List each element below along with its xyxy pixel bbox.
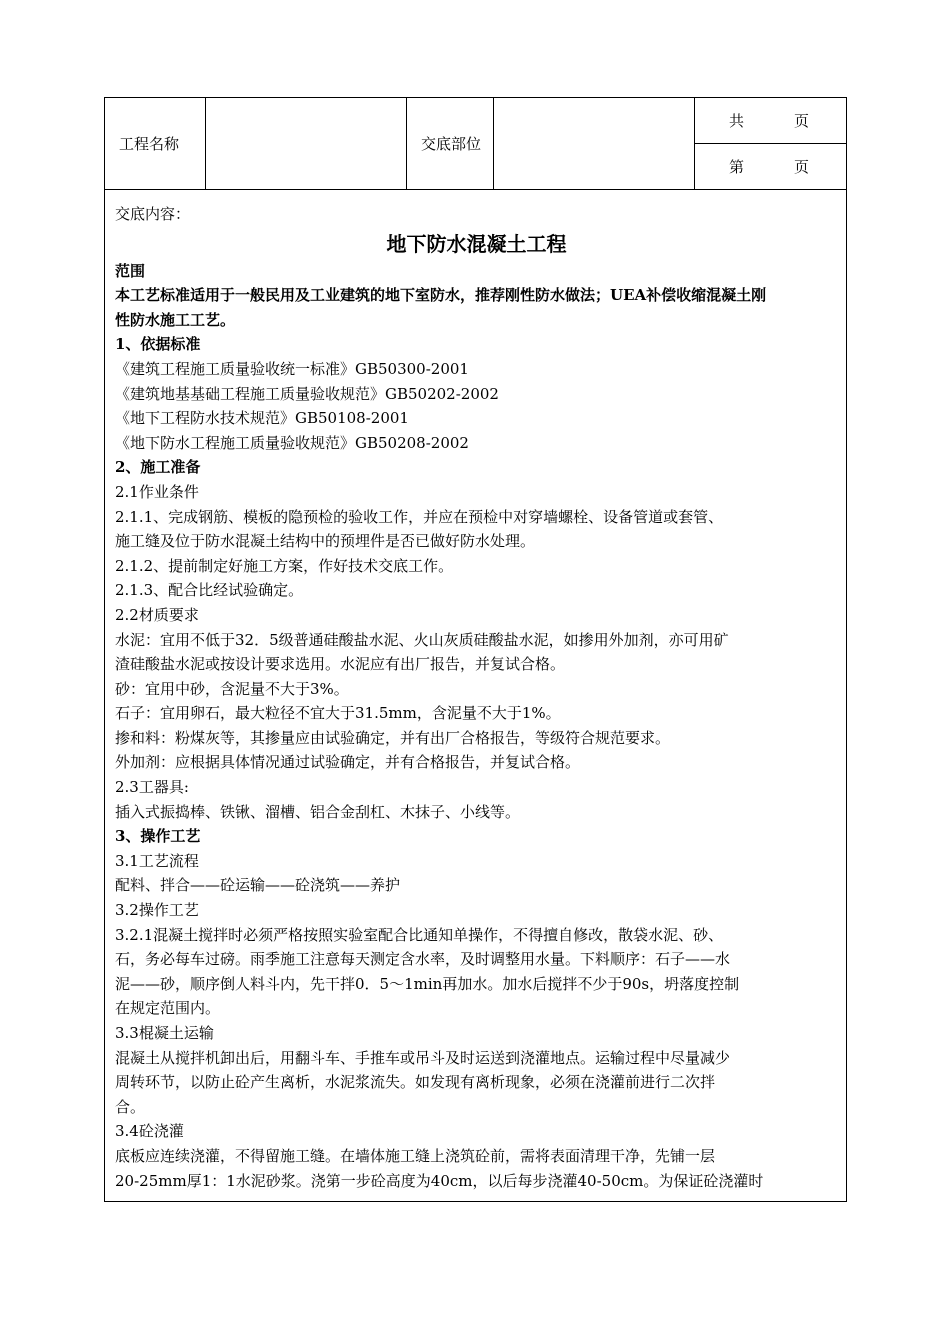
content-line: 《建筑工程施工质量验收统一标准》GB50300-2001: [115, 359, 469, 378]
content-line: 2.1.1、完成钢筋、模板的隐预检的验收工作，并应在预检中对穿墙螺栓、设备管道或套管、: [115, 507, 724, 526]
content-line: 石子：宜用卵石，最大粒径不宜大于31.5mm，含泥量不大于1%。: [115, 704, 561, 723]
content-line: 3.4砼浇灌: [115, 1122, 184, 1141]
total-pages-cell: [695, 98, 847, 144]
content-line: 掺和料：粉煤灰等，其掺量应由试验确定，并有出厂合格报告，等级符合规范要求。: [115, 728, 671, 747]
disclosure-part-label: 交底部位: [407, 98, 494, 190]
content-line: 范围: [115, 261, 146, 280]
content-line: 3、操作工艺: [115, 827, 201, 846]
page-number-suffix: 页: [794, 158, 810, 176]
content-line: 合。: [115, 1097, 146, 1116]
content-line: 《地下防水工程施工质量验收规范》GB50208-2002: [115, 433, 469, 452]
content-line: 《建筑地基基础工程施工质量验收规范》GB50202-2002: [115, 384, 499, 403]
content-line: 3.2.1混凝土搅拌时必须严格按照实验室配合比通知单操作，不得擅自修改，散袋水泥、砂、: [115, 925, 724, 944]
content-line: 2.2材质要求: [115, 605, 199, 624]
total-pages-suffix: 页: [794, 112, 810, 130]
content-line: 泥——砂，顺序倒人料斗内，先干拌0．5～1min再加水。加水后搅拌不少于90s，坍落度控制: [115, 974, 740, 993]
content-line: 在规定范围内。: [115, 999, 221, 1018]
content-line: 3.2操作工艺: [115, 901, 199, 920]
content-line: 石，务必每车过磅。雨季施工注意每天测定含水率，及时调整用水量。下料顺序：石子——水: [115, 950, 731, 969]
content-line: 20-25mm厚1：1水泥砂浆。浇第一步砼高度为40cm，以后每步浇灌40-50cm。为保证砼浇灌时: [115, 1171, 764, 1190]
project-name-value: [206, 98, 407, 190]
content-line: 2.1作业条件: [115, 482, 199, 501]
page-number-prefix: 第: [729, 158, 745, 176]
page-number-cell: [695, 144, 847, 190]
total-pages-prefix: 共: [729, 112, 745, 130]
content-line: 外加剂：应根据具体情况通过试验确定，并有合格报告，并复试合格。: [115, 753, 581, 772]
content-line: 插入式振捣棒、铁锹、溜槽、铝合金刮杠、木抹子、小线等。: [115, 802, 521, 821]
content-line: 周转环节，以防止砼产生离析，水泥浆流失。如发现有离析现象，必须在浇灌前进行二次拌: [115, 1073, 716, 1092]
content-line: 本工艺标准适用于一般民用及工业建筑的地下室防水，推荐刚性防水做法；UEA补偿收缩混凝土刚: [115, 286, 767, 305]
content-line: 底板应连续浇灌，不得留施工缝。在墙体施工缝上浇筑砼前，需将表面清理干净，先铺一层: [115, 1146, 716, 1165]
content-line: 2.1.3、配合比经试验确定。: [115, 581, 304, 600]
content-line: 渣硅酸盐水泥或按设计要求选用。水泥应有出厂报告，并复试合格。: [115, 655, 566, 674]
content-body: [115, 259, 838, 1194]
disclosure-content: [115, 198, 838, 1201]
content-line: 2、施工准备: [115, 458, 201, 477]
document-title: 地下防水混凝土工程: [386, 231, 567, 256]
project-name-label: 工程名称: [105, 98, 206, 190]
content-label: 交底内容：: [115, 205, 191, 223]
content-line: 2.1.2、提前制定好施工方案，作好技术交底工作。: [115, 556, 454, 575]
content-line: 水泥：宜用不低于32．5级普通硅酸盐水泥、火山灰质硅酸盐水泥，如掺用外加剂，亦可用矿: [115, 630, 729, 649]
header-table: [105, 98, 846, 190]
content-line: 施工缝及位于防水混凝土结构中的预埋件是否已做好防水处理。: [115, 532, 536, 551]
content-line: 3.3棍凝土运输: [115, 1024, 214, 1042]
disclosure-part-value: [494, 98, 695, 190]
content-line: 1、依据标准: [115, 335, 201, 354]
content-line: 3.1工艺流程: [115, 851, 199, 870]
content-line: 性防水施工工艺。: [115, 310, 236, 329]
content-line: 混凝土从搅拌机卸出后，用翻斗车、手推车或吊斗及时运送到浇灌地点。运输过程中尽量减少: [115, 1048, 731, 1067]
content-line: 砂：宜用中砂，含泥量不大于3%。: [115, 679, 349, 698]
disclosure-form: [104, 97, 847, 1202]
content-line: 配料、拌合——砼运输——砼浇筑——养护: [115, 876, 401, 895]
content-line: 《地下工程防水技术规范》GB50108-2001: [115, 409, 409, 428]
content-line: 2.3工器具:: [115, 778, 189, 797]
